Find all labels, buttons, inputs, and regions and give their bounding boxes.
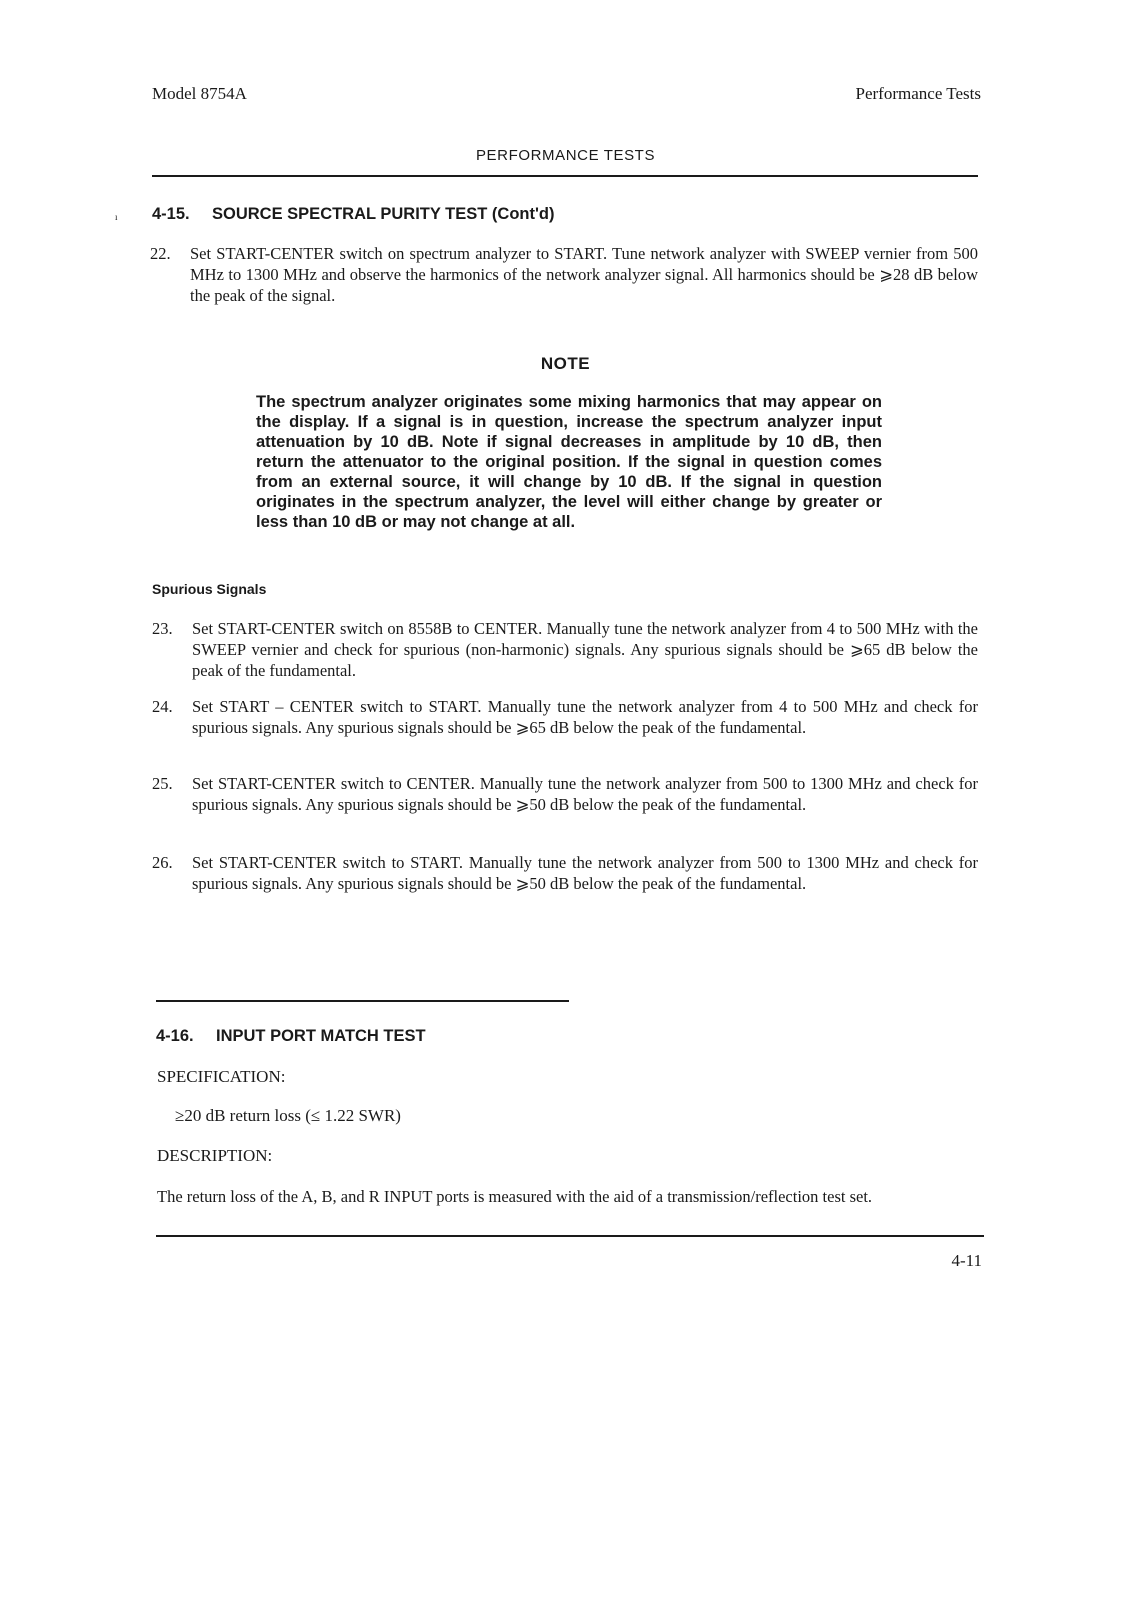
page-title: PERFORMANCE TESTS <box>475 147 656 164</box>
header-model: Model 8754A <box>152 84 247 103</box>
step-number: 25. <box>152 774 173 793</box>
description-text: The return loss of the A, B, and R INPUT ports is measured with the aid of a transmission/reflection test set. <box>157 1187 873 1206</box>
step-23 <box>152 618 978 681</box>
step-text: Set START – CENTER switch to START. Manually tune the network analyzer from 4 to 500 MHz and check for spurious signals. Any spurious signals should be ⩾65 dB below the peak of the fundamental. <box>192 697 978 737</box>
step-number: 26. <box>152 853 173 872</box>
step-number: 24. <box>152 697 173 716</box>
note-text: The spectrum analyzer originates some mixing harmonics that may appear on the display. If a signal is in question, increase the spectrum analyzer input attenuation by 10 dB. Note if signal decreases in amplitude by 10 dB, then return the attenuator to the original position. If the signal in question comes from an external source, it will change by 10 dB. If the signal in question originates in the spectrum analyzer, the level will either change by greater or less than 10 dB or may not change at all. <box>256 393 882 531</box>
margin-mark: ı <box>115 212 118 222</box>
step-24 <box>152 696 978 738</box>
step-number: 23. <box>152 619 173 638</box>
footer-rule <box>156 1235 984 1237</box>
section-number: 4-16. <box>156 1027 194 1045</box>
section-rule <box>156 1000 569 1002</box>
header-rule <box>152 175 978 177</box>
specification-label: SPECIFICATION: <box>157 1067 286 1086</box>
section-heading-4-16 <box>156 1027 426 1046</box>
note-title: NOTE <box>540 354 591 373</box>
section-number: 4-15. <box>152 205 190 223</box>
description-label: DESCRIPTION: <box>157 1146 273 1165</box>
step-text: Set START-CENTER switch to START. Manually tune the network analyzer from 500 to 1300 MHz and check for spurious signals. Any spurious signals should be ⩾50 dB below the peak of the fundamental. <box>192 853 978 893</box>
step-25 <box>152 773 978 815</box>
step-22 <box>150 243 978 306</box>
step-text: Set START-CENTER switch to CENTER. Manually tune the network analyzer from 500 to 1300 MHz and check for spurious signals. Any spurious signals should be ⩾50 dB below the peak of the fundamental. <box>192 774 978 814</box>
section-heading-4-15 <box>152 205 555 224</box>
step-number: 22. <box>150 244 171 263</box>
page-number: 4-11 <box>951 1251 982 1270</box>
step-26 <box>152 852 978 894</box>
section-title: INPUT PORT MATCH TEST <box>216 1027 426 1045</box>
section-title: SOURCE SPECTRAL PURITY TEST (Cont'd) <box>212 205 555 223</box>
header-section: Performance Tests <box>855 84 981 103</box>
specification-value: ≥20 dB return loss (≤ 1.22 SWR) <box>175 1106 401 1125</box>
step-text: Set START-CENTER switch on 8558B to CENTER. Manually tune the network analyzer from 4 to 500 MHz with the SWEEP vernier and check for spurious (non-harmonic) signals. Any spurious signals should be ⩾65 dB below the peak of the fundamental. <box>192 619 978 680</box>
subheading-spurious-signals: Spurious Signals <box>152 581 267 597</box>
step-text: Set START-CENTER switch on spectrum analyzer to START. Tune network analyzer with SWEEP vernier from 500 MHz to 1300 MHz and observe the harmonics of the network analyzer signal. All harmonics should be ⩾28 dB below the peak of the signal. <box>190 244 978 305</box>
